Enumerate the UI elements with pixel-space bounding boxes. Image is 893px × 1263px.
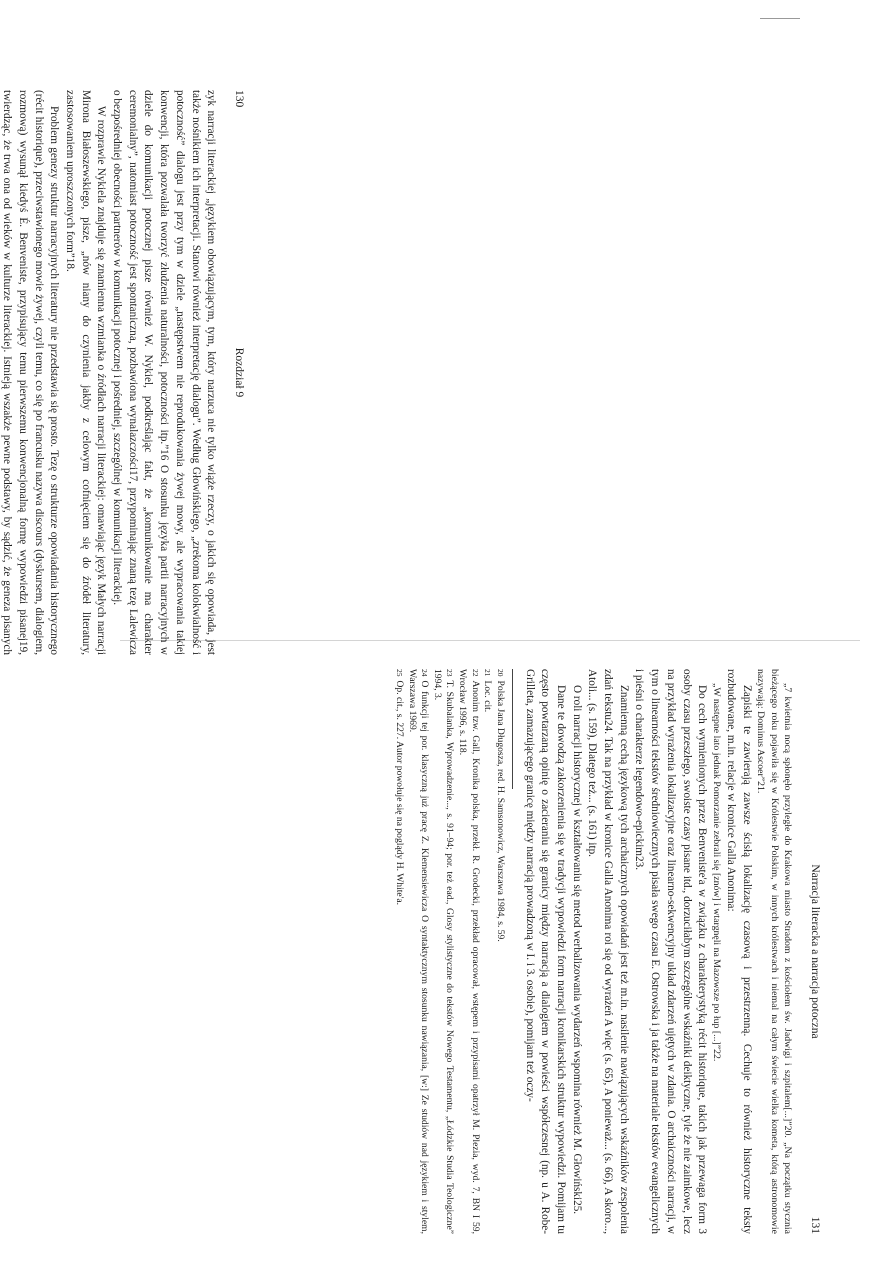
paragraph: Zapiski te zawierają zawsze ścisłą lokalizację czasową i przestrzenną. Cechuje to również historyczne teksty rozbudowane, m.in. relacje w kronice Galla Anonima: — [725, 669, 754, 1234]
page-number: 130 — [233, 90, 245, 108]
footnote-divider — [512, 669, 513, 789]
footnote: $^{24}$O funkcji tej por. klasyczną już pracę Z. Klemensiewicza O syntaktycznym stosunku nawiązania, [w:] Ze studiów nad językiem i stylem, Warszawa 1969. — [406, 669, 431, 1234]
body-text — [521, 669, 794, 1234]
page-131 — [22, 669, 822, 1234]
paragraph: O roli narracji historycznej w kształtowaniu się metod werbalizowania wydarzeń wspomina również M. Głowiński25. — [570, 685, 583, 1215]
footnotes — [392, 669, 505, 1234]
paragraph: Problem genezy struktur narracyjnych literatury nie przedstawia się prosto. Tezę o strukturze opowiadania historycznego (récit historique), przeciwstawionego mowie żywej, czyli temu, co się po francusku nazywa discours (dyskursem, dialogiem, rozmową) wysunął kiedyś É. Benveniste, przypisujący temu pierwszemu konwencjonalną formę wypowiedzi pisanej19, twierdząc, że trwa ona od wieków w kulturze literackiej. Istnieją wszakże pewne podstawy, by sądzić, że geneza pisanych — [1, 90, 61, 655]
block-quote: „W następne lato jednak Pomorzanie zebrali się [znów] i wtargnęli na Mazowsze po łup [...]”22. — [710, 683, 722, 1062]
body-text — [0, 90, 218, 655]
paragraph: W rozprawie Nykiela znajduje się znamienna wzmianka o źródłach narracji literackiej: omawiając język Małych narracji Mirona Białoszewskiego, pisze, „nów niany do czynienia jakby z celowym cofnięciem się do źródeł literatury, zastosowaniem uproszczonych form”18. — [63, 90, 108, 655]
footnote: $^{22}$Anonim tzw. Gall, Kronika polska, przekł. R. Grodecki, przekład opracował, wstępem i przypisami opatrzył M. Plezia, wyd. 7, BN I 59, Wrocław 1996, s. 118. — [457, 669, 481, 1234]
footnote: $^{20}$Polska Jana Długosza, red. H. Samsonowicz, Warszawa 1984, s. 59. — [494, 669, 506, 942]
footnote: $^{23}$T. Skubalanka, Wprowadzenie..., s. 91–94; por. też ead., Glosy stylistyczne do tekstów Nowego Testamentu, „Łódzkie Studia Teologiczne” 1994, 3. — [431, 669, 456, 1234]
page-header — [806, 669, 822, 1234]
scan-mark — [760, 18, 800, 19]
paragraph: Znamienną cechą językową tych archaicznych opowiadań jest też m.in. nasilenie nawiązujących wskaźników zespolenia zdań tekstu24. Tak na przykład w kronice Galla Anonima roi się od wyrażeń A więc (s. 65), A ponieważ... (s. 66), A skoro..., Atoli... (s. 159), Dlatego też... (s. 161) itp. — [586, 669, 630, 1234]
page-header — [230, 90, 246, 655]
footnote: $^{21}$Loc. cit. — [482, 669, 494, 713]
paragraph: Do cech wymienionych przez Benveniste'a w związku z charakterystyką récit historique, takich jak przewaga form 3 osoby czasu przeszłego, swoiste czasy pisane itd., dorzuciłabym szczególne wskaźniki deiktyczne, tyle że nie zaimkowe, lecz na przykład wyrażenia lokalizacyjne oraz linearno-sekwencyjny układ zdarzeń ujętych w zdania. O archaiczności narracji, w tym o linearności tekstów średniowiecznych pisała swego czasu E. Ostrowska i ja także na materiale tekstów ewangelicznych i pieśni o charakterze legendowo-epickim23. — [633, 669, 709, 1234]
running-head: Rozdział 9 — [233, 347, 245, 398]
page-130 — [0, 90, 246, 655]
block-quote: „7 kwietnia nocą spłonęło przyległe do Krakowa miasto Stradom z kościołem św. Jadwigi i szpitalem[...]”20. „Na początku stycznia bieżącego roku pojawiła się w Królestwie Polskim, w innych królestwach i niemal na całym świecie wielka kometa, którą astronomowie nazywają: Dominus Ascoer”21. — [755, 669, 794, 1234]
footnote: $^{25}$Op. cit., s. 227. Autor powołuje się na poglądy H. White'a. — [394, 669, 406, 906]
page-number: 131 — [809, 1216, 821, 1234]
paragraph: zyk narracji literackiej „językiem obowiązującym, tym, który narzuca nie tylko wiąże rzeczy, o jakich się opowiada, jest także nośnikiem ich interpretacji. Stanowi również interpretację dialogu”. Według Głowińskiego, „zrekoma kolokwialność i potoczność” dialogu jest przy tym w dziele „następstwem nie reprodukowania żywej mowy, ale wypracowania takiej konwencji, która pozwalała tworzyć złudzenia naturalności, potoczności itp.”16 O stosunku języka partii narracyjnych w dziele do komunikacji potocznej pisze również W. Nykiel, podkreślając fakt, że „komunikowanie ma charakter ceremonialny”, natomiast potoczność jest spontaniczna, pozbawiona wynalazczości17, przypominając znaną tezę Lalewicza o bezpośredniej obecności partnerów w komunikacji potocznej i pośredniej, szczególnej w komunikacji literackiej. — [111, 90, 218, 655]
running-head: Narracja literacka a narracja potoczna — [809, 864, 821, 1039]
paragraph: Dane te dowodzą zakorzenienia się w tradycji wypowiedzi form narracji kronikarskich struktur wypowiedzi. Pomijam tu często powtarzaną opinię o zacieraniu się granicy między narracją a dialogiem w powieści współczesnej (np. u A. Robe-Grilleta, zamazującego granicę między narracją prowadzoną w I. i 3. osobie), pomijam też oczy- — [523, 669, 567, 1234]
